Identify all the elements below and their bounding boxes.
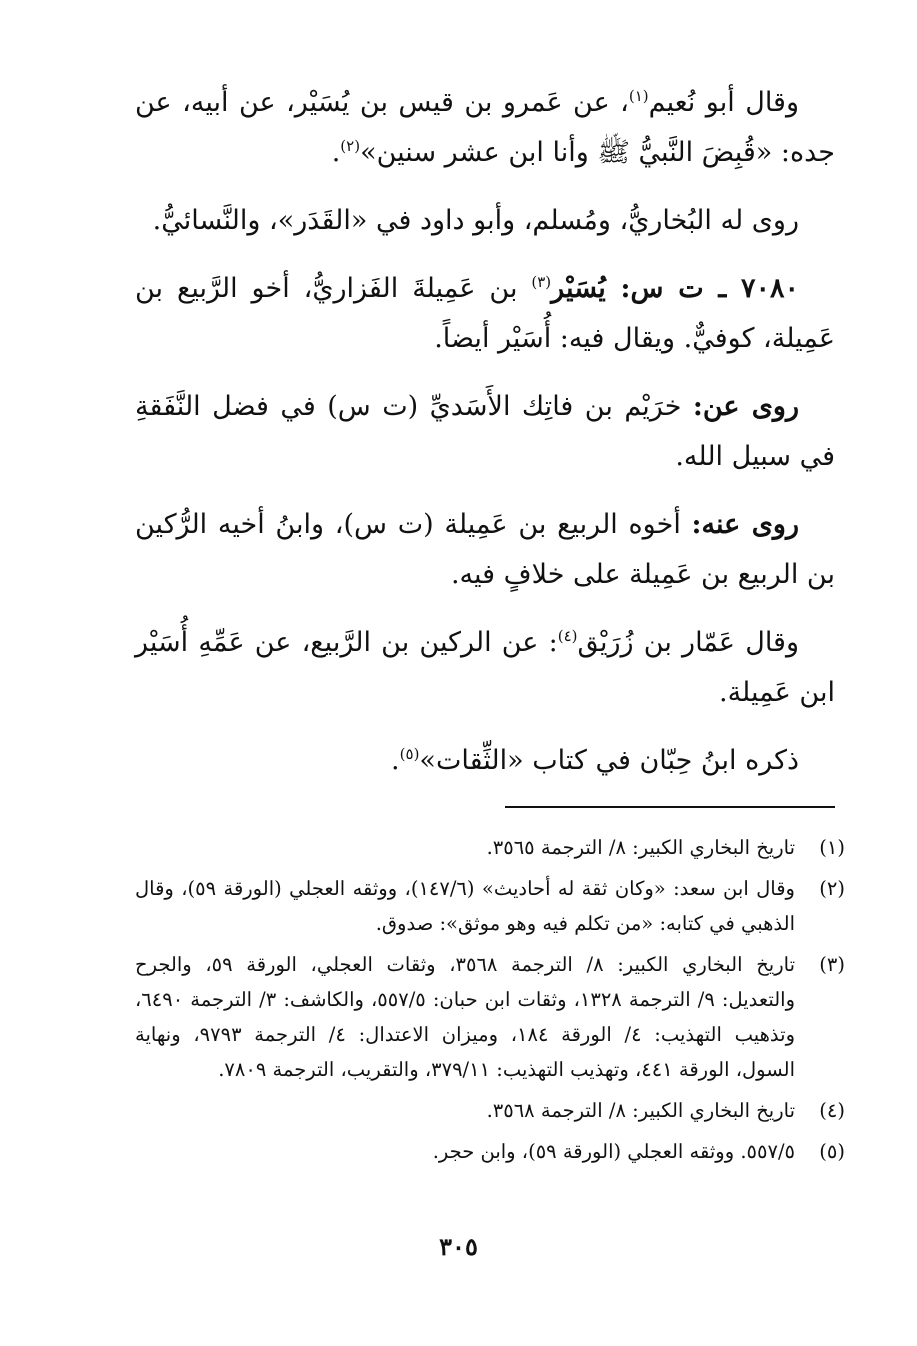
text-segment: أخوه الربيع بن عَمِيلة (ت س)، وابنُ أخيه الرُّكين بن الربيع بن عَمِيلة على خلافٍ فيه. — [135, 509, 835, 590]
footnote-ref: (١) — [628, 87, 649, 105]
paragraph-ammar — [135, 618, 835, 718]
paragraph-abu-nuaym — [135, 78, 835, 178]
page-number: ٣٠٥ — [439, 1232, 478, 1261]
label-narrated-from: روى عن: — [692, 391, 800, 422]
footnote-number: (١) — [819, 836, 845, 859]
footnote — [135, 947, 845, 1087]
text-segment: خرَيْم بن فاتِك الأَسَديِّ (ت س) في فضل النَّفَقةِ في سبيل الله. — [135, 391, 835, 472]
footnote-number: (٢) — [819, 877, 845, 900]
paragraph-narrators: روى له البُخاريُّ، ومُسلم، وأبو داود في «القَدَر»، والنَّسائيُّ. — [152, 205, 799, 236]
footnote — [135, 830, 845, 865]
footnote-divider — [505, 806, 835, 808]
footnote-text: تاريخ البخاري الكبير: ٨/ الترجمة ٣٥٦٥. — [486, 836, 795, 859]
paragraph-narrated-by — [135, 500, 835, 600]
footnote-ref: (٥) — [399, 745, 420, 763]
footnote-ref: (٤) — [557, 627, 578, 645]
paragraph-narrated-from — [135, 382, 835, 482]
footnote-number: (٥) — [819, 1140, 845, 1163]
footnotes — [135, 830, 845, 1175]
paragraph-ibn-hibban — [135, 736, 835, 786]
text-segment: وقال أبو نُعيم — [648, 87, 799, 118]
footnote-text: وقال ابن سعد: «وكان ثقة له أحاديث» (١٤٧/٦)، ووثقه العجلي (الورقة ٥٩)، وقال الذهبي في كتابه: «من تكلم فيه وهو موثق»: صدوق. — [135, 877, 795, 935]
footnote-text: تاريخ البخاري الكبير: ٨/ الترجمة ٣٥٦٨، وثقات العجلي، الورقة ٥٩، والجرح والتعديل: ٩/ الترجمة ١٣٢٨، وثقات ابن حبان: ٥٥٧/٥، والكاشف: ٣/ الترجمة ٦٤٩٠، وتذهيب التهذيب: ٤/ الورقة ١٨٤، وميزان الاعتدال: ٤/ الترجمة ٩٧٩٣، ونهاية السول، الورقة ٤٤١، وتهذيب التهذيب: ٣٧٩/١١، والتقريب، الترجمة ٧٨٠٩. — [135, 953, 795, 1081]
text-segment: بن عَمِيلةَ الفَزاريُّ، أخو الرَّبيع بن عَمِيلة، كوفيٌّ. ويقال فيه: أُسَيْر أيضاً. — [135, 273, 835, 354]
label-narrated-by: روى عنه: — [691, 509, 799, 540]
footnote-number: (٣) — [819, 953, 845, 976]
footnote-ref: (٢) — [340, 137, 361, 155]
footnote-text: تاريخ البخاري الكبير: ٨/ الترجمة ٣٥٦٨. — [486, 1099, 795, 1122]
footnote-text: ٥٥٧/٥. ووثقه العجلي (الورقة ٥٩)، وابن حجر. — [432, 1140, 795, 1163]
entry-heading: ٧٠٨٠ ـ ت س: يُسَيْر — [551, 273, 799, 304]
footnote — [135, 871, 845, 941]
text-segment: : عن الركين بن الرَّبيع، عن عَمِّهِ أُسَيْر ابن عَمِيلة. — [135, 627, 835, 708]
footnote — [135, 1134, 845, 1169]
footnote-number: (٤) — [819, 1099, 845, 1122]
text-segment: ، عن عَمرو بن قيس بن يُسَيْر، عن أبيه، عن جده: «قُبِضَ النَّبيُّ ﷺ وأنا ابن عشر سنين» — [135, 87, 835, 168]
paragraph-entry-7080 — [135, 264, 835, 364]
footnote — [135, 1093, 845, 1128]
main-text — [135, 78, 835, 804]
text-segment: ذكره ابنُ حِبّان في كتاب «الثِّقات» — [419, 745, 799, 776]
text-segment: . — [331, 137, 341, 168]
text-segment: وقال عَمّار بن زُرَيْق — [577, 627, 799, 658]
footnote-ref: (٣) — [531, 273, 552, 291]
text-segment: . — [391, 745, 400, 776]
